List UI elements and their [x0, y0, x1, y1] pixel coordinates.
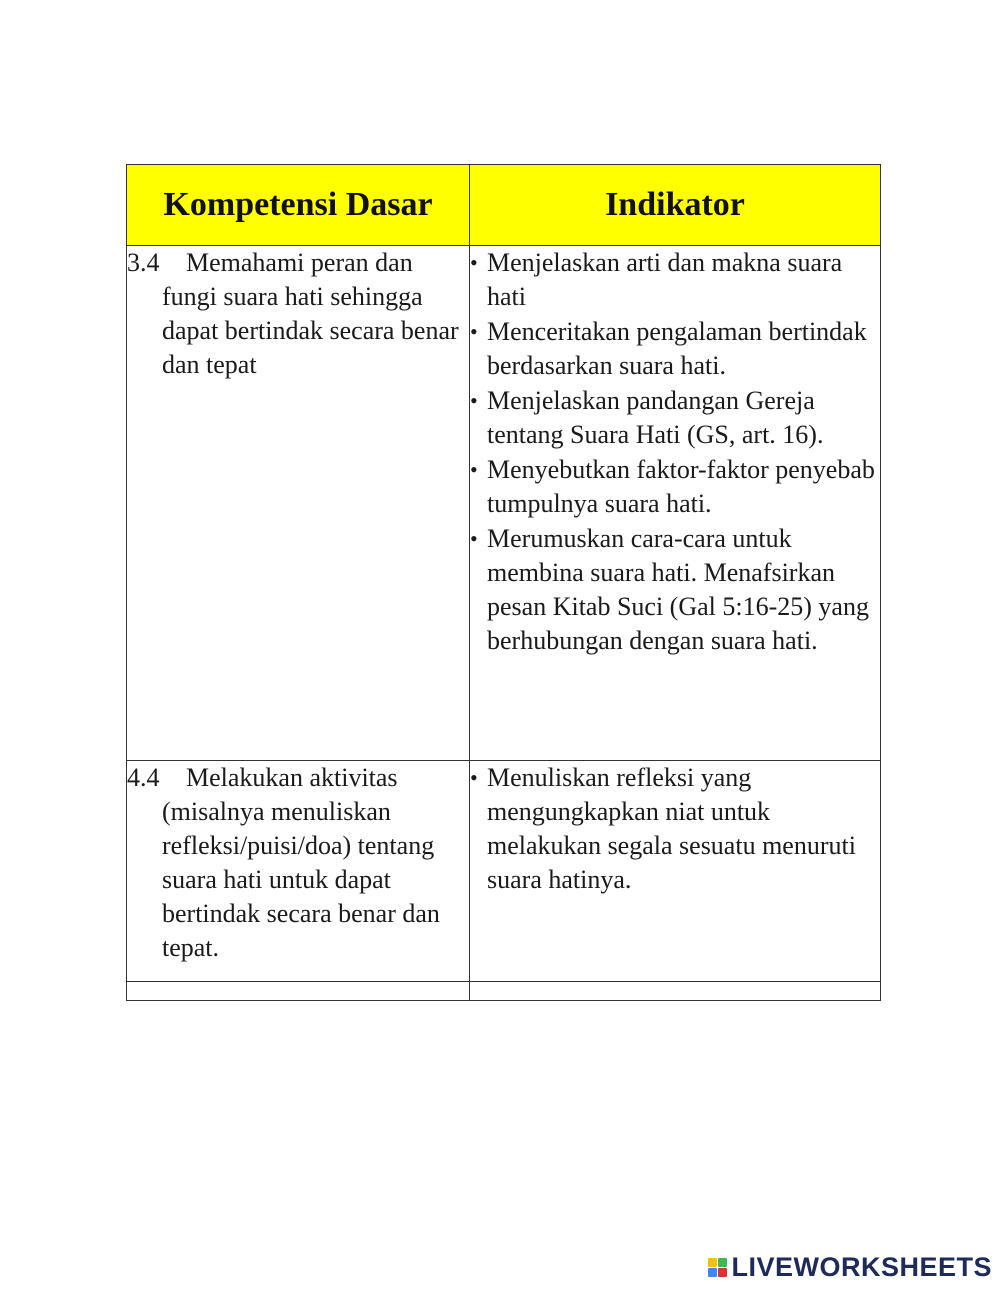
indicator-list: [470, 246, 880, 658]
indicator-cell: [470, 761, 881, 982]
bullet-icon: •: [470, 526, 478, 551]
indicator-text: Menuliskan refleksi yang mengungkapkan niat untuk melakukan segala sesuatu menuruti suara hatinya.: [487, 763, 856, 894]
header-indikator: Indikator: [470, 165, 881, 246]
indicator-text: Menjelaskan pandangan Gereja tentang Suara Hati (GS, art. 16).: [487, 386, 824, 449]
empty-cell: [470, 982, 881, 1001]
indicator-text: Menceritakan pengalaman bertindak berdasarkan suara hati.: [487, 317, 867, 380]
kd-cell: [127, 246, 470, 761]
header-kompetensi-dasar: Kompetensi Dasar: [127, 165, 470, 246]
indicator-item: [470, 315, 880, 383]
indicator-text: Menjelaskan arti dan makna suara hati: [487, 248, 843, 311]
indicator-item: [470, 453, 880, 521]
competency-table: [126, 164, 881, 1001]
bullet-icon: •: [470, 319, 478, 344]
kd-number: 4.4: [127, 763, 160, 792]
bullet-icon: •: [470, 388, 478, 413]
watermark-text: LIVEWORKSHEETS: [731, 1252, 992, 1282]
table-row: [127, 761, 881, 982]
table-row: [127, 246, 881, 761]
liveworksheets-watermark: [708, 1252, 992, 1283]
indicator-item: [470, 522, 880, 658]
bullet-icon: •: [470, 457, 478, 482]
kd-text: Memahami peran dan fungi suara hati sehingga dapat bertindak secara benar dan tepat: [162, 248, 459, 379]
indicator-item: [470, 246, 880, 314]
bullet-icon: •: [470, 765, 478, 790]
indicator-text: Merumuskan cara-cara untuk membina suara hati. Menafsirkan pesan Kitab Suci (Gal 5:16-25) yang berhubungan dengan suara hati.: [487, 524, 869, 655]
kd-text: Melakukan aktivitas (misalnya menuliskan refleksi/puisi/doa) tentang suara hati untuk dapat bertindak secara benar dan tepat.: [162, 763, 440, 962]
indicator-item: [470, 761, 880, 897]
kd-number: 3.4: [127, 248, 160, 277]
indicator-cell: [470, 246, 881, 761]
indicator-list: [470, 761, 880, 897]
indicator-text: Menyebutkan faktor-faktor penyebab tumpulnya suara hati.: [487, 455, 875, 518]
table-row-empty: [127, 982, 881, 1001]
kd-cell: [127, 761, 470, 982]
table-header-row: [127, 165, 881, 246]
empty-cell: [127, 982, 470, 1001]
indicator-item: [470, 384, 880, 452]
bullet-icon: •: [470, 250, 478, 275]
liveworksheets-logo-icon: [708, 1258, 727, 1277]
